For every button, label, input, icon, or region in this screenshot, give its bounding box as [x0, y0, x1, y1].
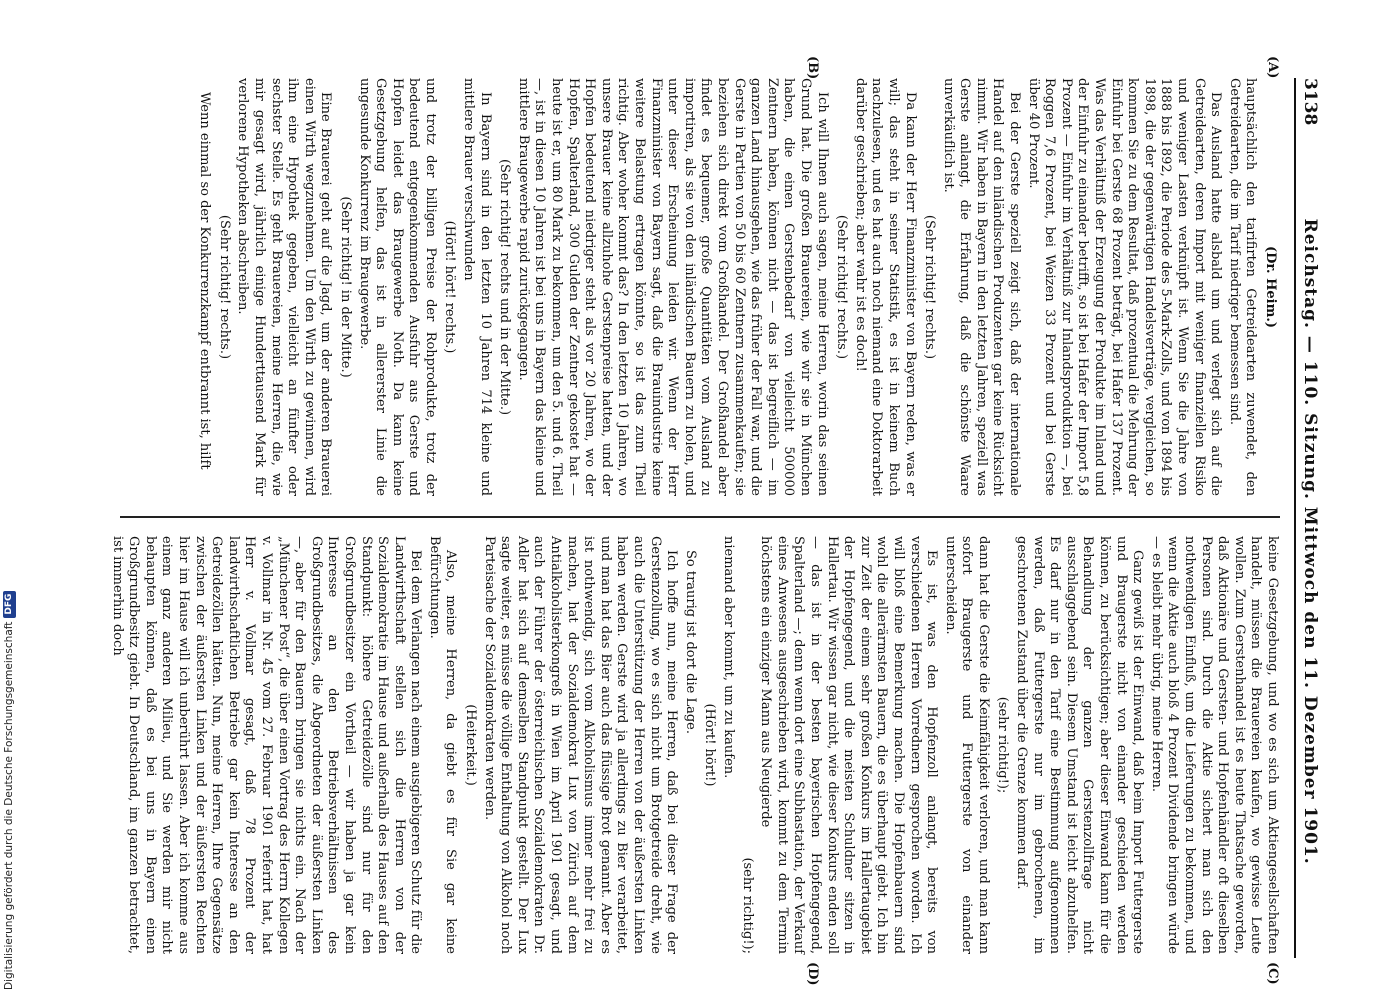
left-text-column: [194, 78, 1280, 496]
paragraph: keine Gesetzgebung, und wo es sich um Aktiengesellschaften handelt, müssen die Brauereien kaufen, wo gewisse Leute wollen. Zum Gerstenhandel ist es heute Thatsache geworden, daß Aktionäre und Gersten- und Hopfenhändler oft dieselben Personen sind. Durch die Aktie sichert man sich den nothwendigen Einfluß, um die Lieferungen zu bekommen, und wenn die Aktie auch bloß 4 Prozent Dividende bringen würde — es bleibt mehr übrig, meine Herren.: [1148, 536, 1280, 954]
paragraph: So traurig ist dort die Lage.: [682, 550, 698, 734]
interjection: (Heiterkeit.): [463, 704, 479, 786]
interjection: (Sehr richtig! rechts und in der Mitte.): [497, 158, 513, 416]
column-divider: [120, 516, 1280, 518]
margin-mark-b: (B): [805, 56, 820, 80]
page-header: [1294, 78, 1320, 958]
interjection: (sehr richtig!);: [995, 696, 1011, 794]
page-number: 3138: [1300, 78, 1320, 126]
page-title: Reichstag. — 110. Sitzung. Mittwoch den 11. Dezember 1901.: [1300, 218, 1320, 865]
paragraph: niemand aber kommt, um zu kaufen.: [721, 536, 736, 779]
interjection: (Sehr richtig! rechts.): [834, 214, 850, 360]
margin-mark-c: (C): [1265, 962, 1280, 985]
speaker-label: (Dr. Heim.): [1263, 245, 1278, 329]
digitization-credit: [2, 593, 16, 990]
interjection: (sehr richtig!);: [739, 857, 755, 954]
paragraph: Also, meine Herren, da giebt es für Sie gar keine Befürchtungen.: [426, 536, 459, 954]
paragraph: Bei der Gerste speziell zeigt sich, daß der internationale Handel auf den inländischen Produzenten gar keine Rücksicht nimmt. Wir haben in Bayern in den letzten Jahren, speziell was Gerste anlangt, die Erfahrung, daß die schönste Waare unverkäuflich ist.: [940, 78, 1023, 496]
paragraph: hauptsächlich den tarifirten Getreidearten zuwendet, den Getreidearten, die im Tarif niedriger bemessen sind.: [1226, 78, 1259, 496]
paragraph: Wenn einmal so der Konkurrenzkampf entbrannt ist, hilft: [197, 92, 213, 470]
paragraph: Eine Brauerei geht auf die Jagd, um der anderen Brauerei einen Wirth wegzunehmen. Um den Wirth zu gewinnen, wird ihm eine Hypothek gegeben, vielleicht an fünfter oder sechster Stelle. Es geht Brauereien, meine Herren, die, wie mir gesagt wird, jährlich einige Hunderttausend Mark für verlorene Hypotheken abschreiben.: [235, 78, 334, 496]
rotated-document-sheet: [80, 56, 1320, 986]
paragraph: Das Ausland hatte alsbald um und verlegt sich auf die Getreidearten, deren Import mit weniger finanziellen Risiko und weniger Lasten verknüpft ist. Wenn Sie die Jahre von 1888 bis 1892, die Periode des 5-Mark-Zolls, und von 1894 bis 1898, die der gegenwärtigen Handelsverträge, vergleichen, so kommen Sie zu dem Resultat, daß prozentual die Mehrung der Einfuhr bei Gerste 68 Prozent beträgt, bei Hafer 137 Prozent. Was das Verhältniß der Erzeugung der Produkte im Inland und der Einfuhr zu einander betrifft, so ist bei Hafer der Import 5,8 Prozent — Einfuhr im Verhältniß zur Inlandsproduktion —, bei Roggen 7,6 Prozent, bei Weizen 33 Prozent und bei Gerste über 40 Prozent.: [1025, 78, 1224, 496]
right-text-column: [106, 536, 1280, 954]
margin-mark-a: (A): [1265, 56, 1280, 79]
paragraph: dann hat die Gerste die Keimfähigkeit verloren, und man kann sofort Braugerste und Futtergerste von einander unterscheiden.: [942, 536, 991, 954]
paragraph: und trotz der billigen Preise der Rohprodukte, trotz der bedeutend entgegenkommenden Ausfuhr aus Gerste und Hopfen leidet das Braugewerbe Noth. Da kann keine Gesetzgebung helfen, das ist in allererster Linie die ungesunde Konkurrenz im Braugewerbe.: [356, 78, 438, 496]
paragraph: Bei dem Verlangen nach einem ausgiebigeren Schutz für die Landwirthschaft stellen sich die Herren von der Sozialdemokratie im Hause und außerhalb des Hauses auf den Standpunkt: höhere Getreidezölle sind nur für den Großgrundbesitzer ein Vortheil — wir haben ja gar kein Interesse an den Betriebsverhältnissen des Großgrundbesitzes, die Abgeordneten der äußersten Linken —, aber für den Bauern bringen sie nichts ein. Nach der „Münchener Post“, die über einen Vortrag des Herrn Kollegen v. Vollmar in Nr. 45 vom 27. Februar 1901 referirt hat, hat Herr v. Vollmar gesagt, daß 78 Prozent der landwirthschaftlichen Betriebe gar kein Interesse an den Getreidezöllen hätten. Nun, meine Herren, Ihre Gegensätze zwischen der äußersten Linken und der äußersten Rechten hier im Hause will ich unberührt lassen. Aber ich komme aus einem ganz anderen Milieu, und Sie werden mir nicht behaupten können, daß es bei uns in Bayern einen Großgrundbesitz giebt. In Deutschland, im ganzen betrachtet, ist immerhin doch: [109, 536, 424, 954]
paragraph: Ich hoffe nun, meine Herren, daß bei dieser Frage der Gerstenzollung, wo es sich nicht um Brotgetreide dreht, wie auch die Unterstützung der Herren von der äußersten Linken haben werden. Gerste wird ja allerdings zu Bier verarbeitet, und man hat das Bier auch das flüssige Brot genannt. Aber es ist nothwendig, sich vom Alkoholismus immer mehr frei zu machen, hat der Sozialdemokrat Lux von Zürich auf dem Antialkoholisterkongreß in Wien im April 1901 gesagt, und auch der Führer der österreichischen Sozialdemokraten Dr. Adler hat sich auf demselben Standpunkt gestellt. Der Lux sagte weiter, es müsse die völlige Enthaltung von Alkohol noch Parteisache der Sozialdemokraten werden.: [481, 536, 680, 954]
interjection: (Hört! hört! rechts.): [442, 220, 458, 354]
paragraph: In Bayern sind in den letzten 10 Jahren 714 kleine und mittlere Brauer verschwunden: [461, 78, 493, 496]
paragraph: Ich will Ihnen auch sagen, meine Herren, worin das seinen Grund hat. Die großen Brauereien, wie wir sie in München haben, die einen Gerstenbedarf von vielleicht 500000 Zentnern haben, können nicht — das ist begreiflich — im ganzen Land hinausgehen, wie das früher der Fall war, und die Gerste in Partien von 50 bis 60 Zentnern zusammenkaufen; sie beziehen sich direkt vom Großhandel. Der Großhandel aber findet es bequemer, große Quantitäten vom Ausland zu importiren, als sie von den inländischen Bauern zu holen, und unter dieser Erscheinung leiden wir. Wenn der Herr Finanzminister von Bayern sagt, daß die Brauindustrie keine weitere Belastung ertragen könnte, so ist das zum Theil richtig. Aber woher kommt das? In den letzten 10 Jahren, wo unsere Brauer keine allzuhohe Gerstenpreise hatten, und der Hopfen bedeutend niedriger steht als vor 20 Jahren, wo der Hopfen, Spalterland, 300 Gulden der Zentner gekostet hat — heute ist er, um 80 Mark zu bekommen, um den 5. und 6. Theil —, ist in diesen 10 Jahren ist bei uns in Bayern das kleine und mittlere Braugewerbe rapid zurückgegangen.: [515, 78, 830, 496]
margin-mark-d: (D): [805, 962, 820, 986]
credit-text: Digitalisierung gefördert durch die Deutsche Forschungsgemeinschaft: [3, 621, 15, 990]
interjection: (Hört! hört!): [702, 703, 718, 787]
dfg-logo: DFG: [3, 591, 16, 618]
paragraph: Da kann der Herr Finanzminister von Bayern reden, was er will; das steht in seiner Statistik, es ist in keinem Buch nachzulesen, und es hat auch noch niemand eine Doktorarbeit darüber geschrieben; aber wahr ist es doch!: [852, 78, 918, 496]
paragraph: Ganz gewiß ist der Einwand, daß beim Import Futtergerste und Braugerste nicht von einander geschieden werden können, zu berücksichtigen; aber dieser Einwand kann für die Behandlung der ganzen Gerstenzollfrage nicht ausschlaggebend sein. Diesem Umstand ist leicht abzuhelfen. Es darf nur in den Tarif eine Bestimmung aufgenommen werden, daß Futtergerste nur im gebrochenen, im geschrotenen Zustand über die Grenze kommen darf.: [1014, 536, 1146, 954]
interjection: (Sehr richtig! in der Mitte.): [337, 196, 353, 378]
paragraph: Es ist, was den Hopfenzoll anlangt, bereits von verschiedenen Herren Vorrednern gesprochen worden. Ich will bloß eine Bemerkung machen. Die Hopfenbauern sind wohl die allerärmsten Bauern, die es überhaupt giebt. Ich bin zur Zeit der einem sehr großen Konkurs im Hallertaugebiet der Hopfengegend, und die meisten Schuldner sitzen in Hallertau. Wir wissen gar nicht, wie dieser Konkurs enden soll — das ist in der besten bayerischen Hopfengegend, Spalterland —; denn wenn dort eine Subhastation, der Verkauf eines Anwesens ausgeschrieben wird, kommt zu dem Termin höchstens ein einziger Mann aus Neugierde: [758, 536, 940, 954]
interjection: (Sehr richtig! rechts.): [216, 214, 232, 360]
interjection: (Sehr richtig! rechts.): [922, 214, 938, 360]
